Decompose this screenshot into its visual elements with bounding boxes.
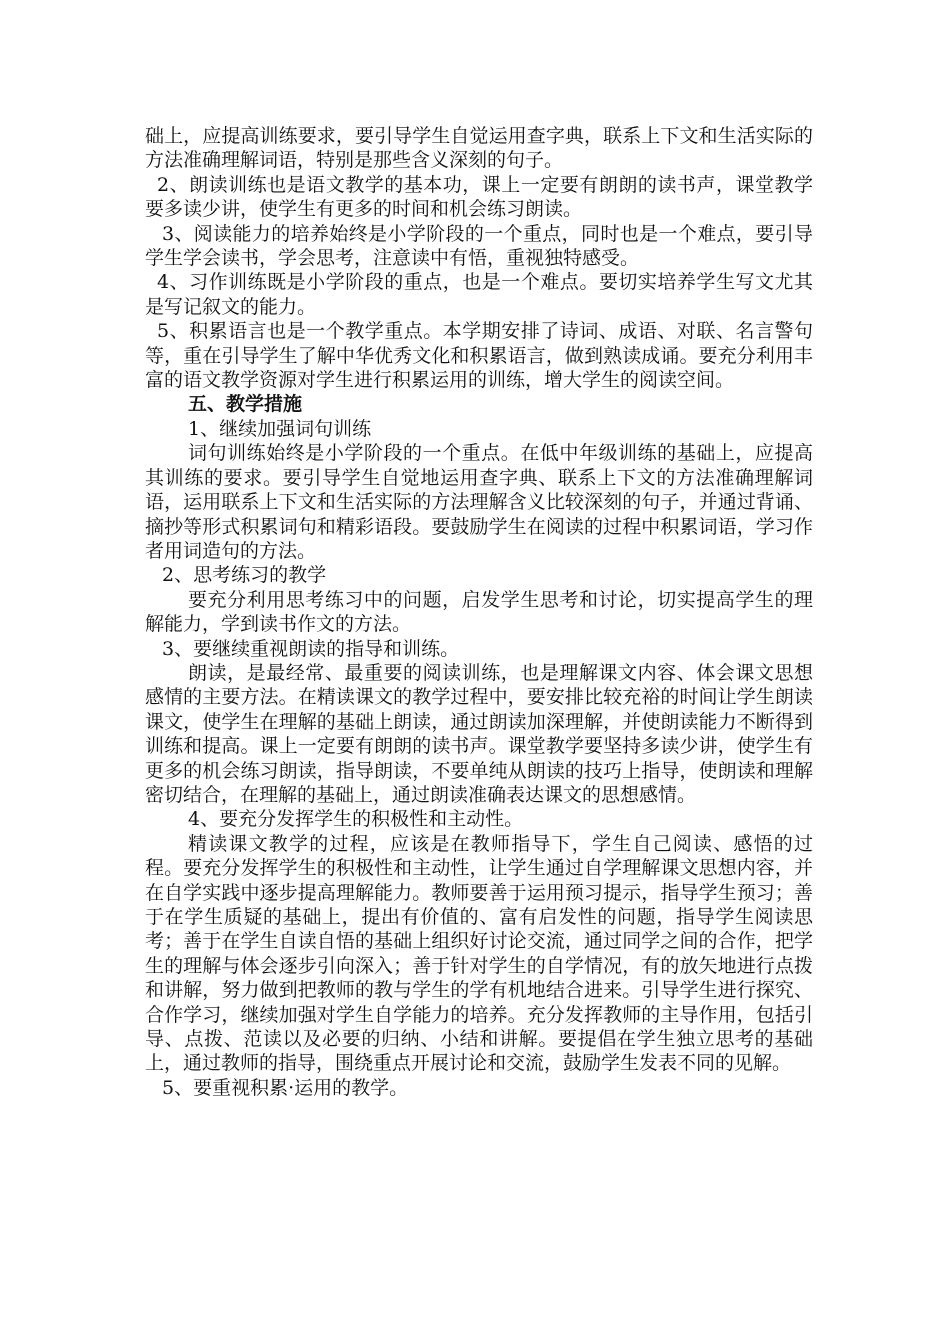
section-heading-teaching-measures: 五、教学措施	[188, 393, 303, 416]
paragraph-word-requirements-end: 础上，应提高训练要求，要引导学生自觉运用查字典，联系上下文和生活实际的方法准确理解词语，特别是那些含义深刻的句子。	[145, 125, 813, 172]
paragraph-writing-training: 4、习作训练既是小学阶段的重点，也是一个难点。要切实培养学生写文尤其是写记叙文的能力。	[145, 271, 813, 318]
paragraph-reading-aloud-basic: 2、朗读训练也是语文教学的基本功，课上一定要有朗朗的读书声，课堂教学要多读少讲，使学生有更多的时间和机会练习朗读。	[145, 173, 813, 221]
paragraph-reading-aloud-guidance: 朗读，是最经常、最重要的阅读训练，也是理解课文内容、体会课文思想感情的主要方法。在精读课文的教学过程中，要安排比较充裕的时间让学生朗读课文，使学生在理解的基础上朗读，通过朗读加深理解，并使朗读能力不断得到训练和提高。课上一定要有朗朗的读书声。课堂教学要坚持多读少讲，使学生有更多的机会练习朗读，指导朗读，不要单纯从朗读的技巧上指导，使朗读和理解密切结合，在理解的基础上，通过朗读准确表达课文的思想感情。	[145, 661, 813, 806]
paragraph-reading-ability: 3、阅读能力的培养始终是小学阶段的一个重点，同时也是一个难点，要引导学生学会读书，学会思考，注意读中有悟，重视独特感受。	[145, 222, 813, 270]
subheading-reading-aloud-guidance: 3、要继续重视朗读的指导和训练。	[162, 637, 460, 660]
document-page	[145, 124, 813, 1100]
paragraph-language-accumulation: 5、积累语言也是一个教学重点。本学期安排了诗词、成语、对联、名言警句等，重在引导学生了解中华优秀文化和积累语言，做到熟读成诵。要充分利用丰富的语文教学资源对学生进行积累运用的训练，增大学生的阅读空间。	[145, 320, 813, 392]
paragraph-thinking-exercises: 要充分利用思考练习中的问题，启发学生思考和讨论，切实提高学生的理解能力，学到读书作文的方法。	[145, 588, 813, 636]
subheading-student-initiative: 4、要充分发挥学生的积极性和主动性。	[188, 808, 524, 831]
subheading-accumulation-application: 5、要重视积累·运用的教学。	[162, 1076, 409, 1099]
subheading-word-sentence-training: 1、继续加强词句训练	[188, 417, 372, 440]
paragraph-word-sentence-training: 词句训练始终是小学阶段的一个重点。在低中年级训练的基础上，应提高其训练的要求。要引导学生自觉地运用查字典、联系上下文的方法准确理解词语，运用联系上下文和生活实际的方法理解含义比较深刻的句子，并通过背诵、摘抄等形式积累词句和精彩语段。要鼓励学生在阅读的过程中积累词语，学习作者用词造句的方法。	[145, 442, 813, 562]
subheading-thinking-exercises: 2、思考练习的教学	[162, 564, 327, 587]
paragraph-student-initiative: 精读课文教学的过程，应该是在教师指导下，学生自己阅读、感悟的过程。要充分发挥学生的积极性和主动性，让学生通过自学理解课文思想内容，并在自学实践中逐步提高理解能力。教师要善于运用预习提示，指导学生预习；善于在学生质疑的基础上，提出有价值的、富有启发性的问题，指导学生阅读思考；善于在学生自读自悟的基础上组织好讨论交流，通过同学之间的合作，把学生的理解与体会逐步引向深入；善于针对学生的自学情况，有的放矢地进行点拨和讲解，努力做到把教师的教与学生的学有机地结合进来。引导学生进行探究、合作学习，继续加强对学生自学能力的培养。充分发挥教师的主导作用，包括引导、点拨、范读以及必要的归纳、小结和讲解。要提倡在学生独立思考的基础上，通过教师的指导，围绕重点开展讨论和交流，鼓励学生发表不同的见解。	[145, 832, 813, 1075]
